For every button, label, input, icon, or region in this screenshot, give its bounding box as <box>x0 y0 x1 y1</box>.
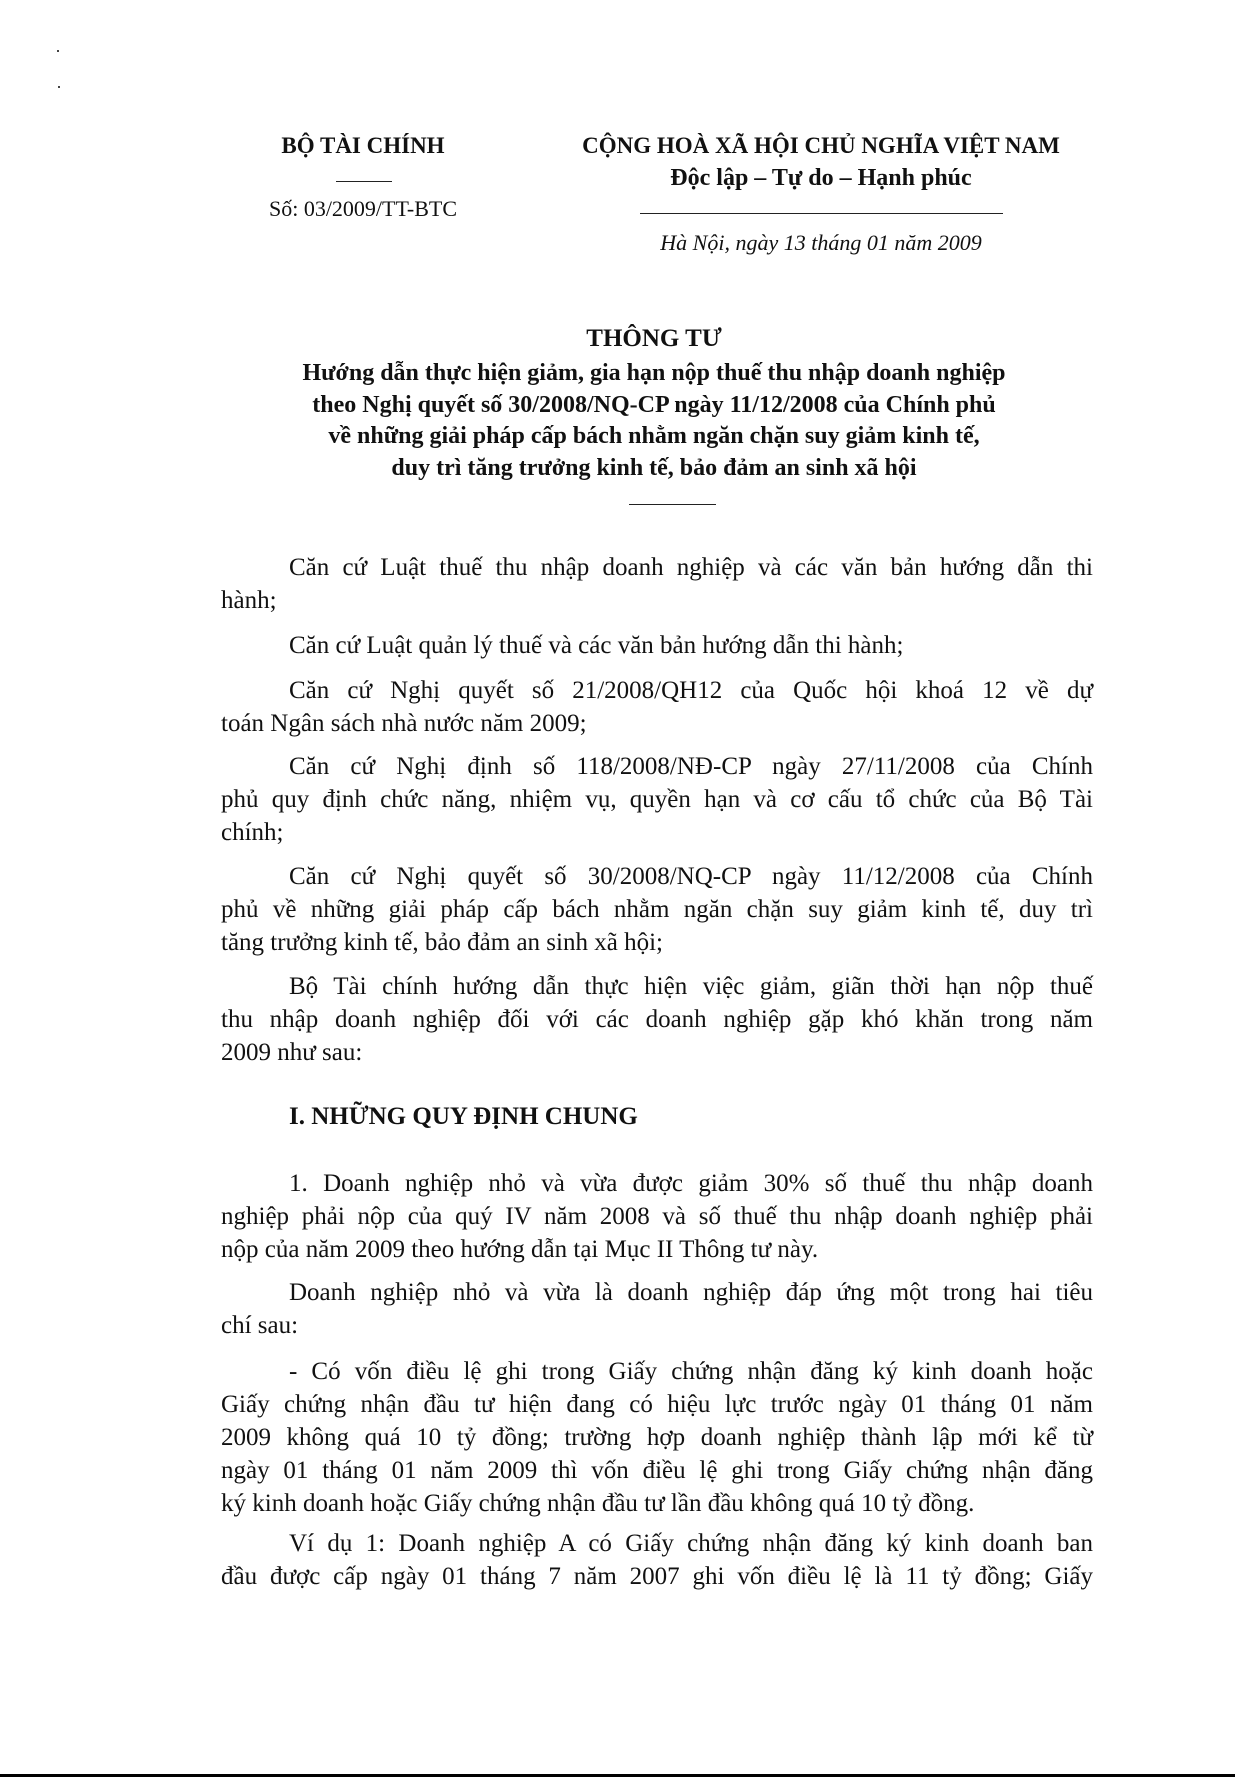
text-line: Doanh nghiệp nhỏ và vừa là doanh nghiệp đáp ứng một trong hai tiêu <box>289 1279 1093 1306</box>
text-line: 2009 như sau: <box>221 1039 363 1066</box>
ministry-underline <box>336 181 392 182</box>
text-line: nghiệp phải nộp của quý IV năm 2008 và số thuế thu nhập doanh nghiệp phải <box>221 1203 1093 1230</box>
text-line: chí sau: <box>221 1312 299 1339</box>
text-line: Căn cứ Nghị định số 118/2008/NĐ-CP ngày 27/11/2008 của Chính <box>289 753 1093 780</box>
title-divider <box>629 504 716 505</box>
place-date: Hà Nội, ngày 13 tháng 01 năm 2009 <box>660 230 982 255</box>
paragraph <box>221 1167 1093 1266</box>
text-line: 2009 không quá 10 tỷ đồng; trường hợp doanh nghiệp thành lập mới kể từ <box>221 1424 1093 1451</box>
scan-speck <box>57 50 59 52</box>
text-line: Giấy chứng nhận đầu tư hiện đang có hiệu lực trước ngày 01 tháng 01 năm <box>221 1391 1093 1418</box>
document-number: Số: 03/2009/TT-BTC <box>268 196 458 221</box>
text-line: toán Ngân sách nhà nước năm 2009; <box>221 710 587 737</box>
national-motto: Độc lập – Tự do – Hạnh phúc <box>670 165 972 191</box>
subtitle-line: duy trì tăng trưởng kinh tế, bảo đảm an sinh xã hội <box>391 454 917 481</box>
text-line: chính; <box>221 819 284 846</box>
ministry-name: BỘ TÀI CHÍNH <box>281 133 445 158</box>
subtitle-line: Hướng dẫn thực hiện giảm, gia hạn nộp thuế thu nhập doanh nghiệp <box>302 360 1006 386</box>
text-line: Căn cứ Nghị quyết số 21/2008/QH12 của Quốc hội khoá 12 về dự <box>289 677 1093 704</box>
text-line: Bộ Tài chính hướng dẫn thực hiện việc giảm, giãn thời hạn nộp thuế <box>289 973 1093 1000</box>
text-line: tăng trưởng kinh tế, bảo đảm an sinh xã hội; <box>221 929 663 956</box>
text-line: hành; <box>221 587 277 614</box>
text-line: Căn cứ Luật quản lý thuế và các văn bản hướng dẫn thi hành; <box>289 632 904 659</box>
paragraph <box>221 1527 1093 1593</box>
text-line: 1. Doanh nghiệp nhỏ và vừa được giảm 30% số thuế thu nhập doanh <box>289 1170 1093 1197</box>
paragraph <box>221 970 1093 1069</box>
section-heading-text: I. NHỮNG QUY ĐỊNH CHUNG <box>289 1103 638 1130</box>
paragraph <box>221 551 1093 617</box>
text-line: - Có vốn điều lệ ghi trong Giấy chứng nhận đăng ký kinh doanh hoặc <box>289 1358 1093 1385</box>
paragraph <box>221 750 1093 849</box>
text-line: đầu được cấp ngày 01 tháng 7 năm 2007 ghi vốn điều lệ là 11 tỷ đồng; Giấy <box>221 1563 1093 1590</box>
text-line: nộp của năm 2009 theo hướng dẫn tại Mục II Thông tư này. <box>221 1236 819 1263</box>
text-line: phủ về những giải pháp cấp bách nhằm ngăn chặn suy giảm kinh tế, duy trì <box>221 896 1093 923</box>
section-heading <box>221 1100 1093 1133</box>
paragraph <box>221 1276 1093 1342</box>
scan-speck <box>58 86 60 88</box>
document-subtitle <box>254 358 1054 484</box>
text-line: ngày 01 tháng 01 năm 2009 thì vốn điều lệ ghi trong Giấy chứng nhận đăng <box>221 1457 1093 1484</box>
paragraph <box>221 1355 1093 1520</box>
subtitle-line: theo Nghị quyết số 30/2008/NQ-CP ngày 11/12/2008 của Chính phủ <box>312 391 996 418</box>
text-line: Ví dụ 1: Doanh nghiệp A có Giấy chứng nhận đăng ký kinh doanh ban <box>289 1530 1093 1557</box>
motto-underline <box>640 213 1003 214</box>
paragraph <box>221 860 1093 959</box>
text-line: Căn cứ Nghị quyết số 30/2008/NQ-CP ngày 11/12/2008 của Chính <box>289 863 1093 890</box>
text-line: Căn cứ Luật thuế thu nhập doanh nghiệp và các văn bản hướng dẫn thi <box>289 554 1093 581</box>
text-line: thu nhập doanh nghiệp đối với các doanh nghiệp gặp khó khăn trong năm <box>221 1006 1093 1033</box>
paragraph <box>221 674 1093 740</box>
subtitle-line: về những giải pháp cấp bách nhằm ngăn chặn suy giảm kinh tế, <box>328 423 980 449</box>
text-line: phủ quy định chức năng, nhiệm vụ, quyền hạn và cơ cấu tổ chức của Bộ Tài <box>221 786 1093 813</box>
text-line: ký kinh doanh hoặc Giấy chứng nhận đầu tư lần đầu không quá 10 tỷ đồng. <box>221 1490 975 1517</box>
paragraph <box>221 629 1093 662</box>
document-type: THÔNG TƯ <box>586 325 722 352</box>
country-name: CỘNG HOÀ XÃ HỘI CHỦ NGHĨA VIỆT NAM <box>582 133 1060 158</box>
